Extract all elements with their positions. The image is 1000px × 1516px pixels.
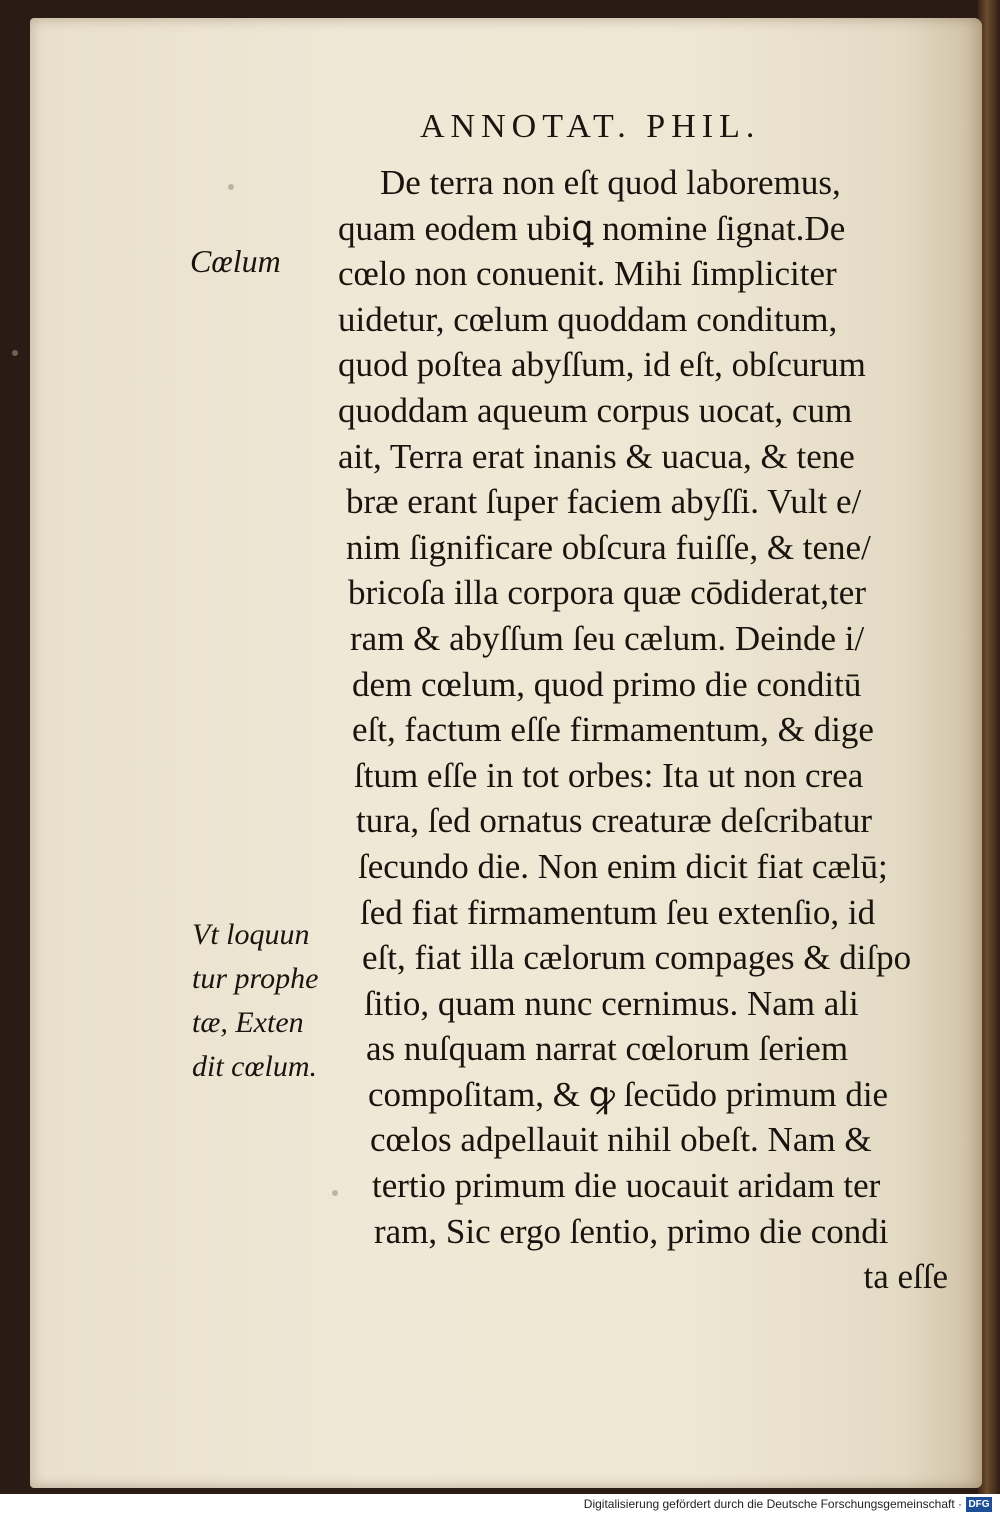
margin-note-prophetae [192, 913, 318, 1089]
text-line: tertio primum die uocauit aridam ter [372, 1166, 881, 1206]
body-text [338, 160, 968, 1300]
text-line: as nuſquam narrat cœlorum ſeriem [366, 1029, 849, 1069]
dfg-logo: DFG [966, 1497, 992, 1512]
footer-bar [0, 1494, 1000, 1516]
text-line: bræ erant ſuper faciem abyſſi. Vult e/ [346, 482, 862, 522]
text-line: cœlo non conuenit. Mihi ſimpliciter [338, 254, 837, 294]
catchword: ta eſſe [863, 1257, 948, 1297]
text-line: ſecundo die. Non enim dicit fiat cælū; [358, 846, 888, 886]
text-line: ſed fiat firmamentum ſeu extenſio, id [360, 892, 876, 932]
text-line: ſitio, quam nunc cernimus. Nam ali [364, 983, 859, 1023]
text-line: cœlos adpellauit nihil obeſt. Nam & [370, 1120, 872, 1160]
funding-credit: Digitalisierung gefördert durch die Deutsche Forschungsgemeinschaft · [583, 1497, 962, 1511]
text-line: ram, Sic ergo ſentio, primo die condi [374, 1211, 889, 1251]
text-line: uidetur, cœlum quoddam conditum, [338, 299, 838, 339]
text-line: ſtum eſſe in tot orbes: Ita ut non crea [354, 755, 864, 795]
text-line: nim ſignificare obſcura fuiſſe, & tene/ [346, 527, 871, 567]
margin-note-caelum: Cœlum [190, 243, 281, 279]
margin-note-line: dit cœlum. [192, 1050, 317, 1083]
margin-note-line: tæ, Exten [192, 1006, 304, 1039]
text-line: dem cœlum, quod primo die conditū [352, 664, 862, 704]
text-line: bricoſa illa corpora quæ cōdiderat,ter [348, 573, 866, 613]
text-line: quam eodem ubiꝗ nomine ſignat.De [338, 208, 846, 248]
text-line: De terra non eſt quod laboremus, [380, 163, 841, 202]
margin-note-line: Vt loquun [192, 918, 310, 951]
margin-note-line: tur prophe [192, 962, 319, 995]
text-line: eſt, factum eſſe firmamentum, & dige [352, 710, 874, 750]
paper-speck [12, 350, 18, 356]
paper-speck [228, 184, 234, 190]
text-line: ram & abyſſum ſeu cælum. Deinde i/ [350, 618, 865, 658]
text-line: tura, ſed ornatus creaturæ deſcribatur [356, 801, 873, 841]
text-line: eſt, fiat illa cælorum compages & diſpo [362, 938, 912, 978]
text-line: quoddam aqueum corpus uocat, cum [338, 390, 853, 430]
running-head: ANNOTAT. PHIL. [420, 108, 761, 145]
text-line: quod poſtea abyſſum, id eſt, obſcurum [338, 345, 866, 385]
text-line: compoſitam, & ꝙ ſecūdo primum die [368, 1074, 889, 1114]
text-line: ait, Terra erat inanis & uacua, & tene [338, 436, 855, 476]
